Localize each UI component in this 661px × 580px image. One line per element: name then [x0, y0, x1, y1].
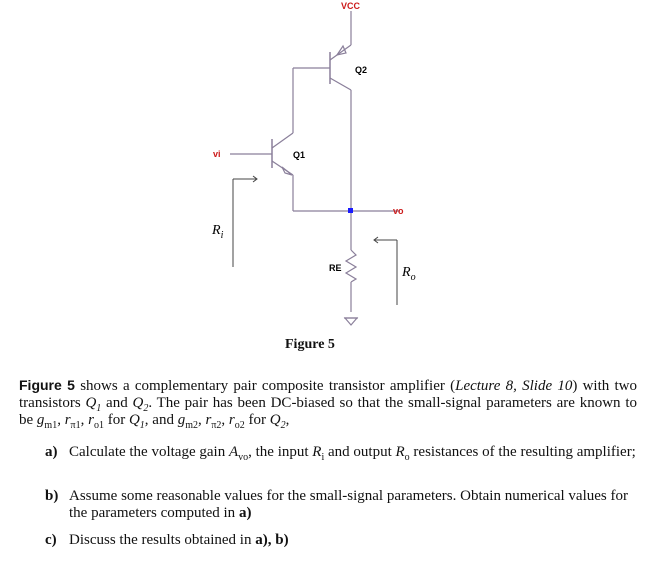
q1-label: Q1	[293, 150, 306, 160]
q2-label: Q2	[355, 65, 368, 75]
problem-paragraph: Figure 5 shows a complementary pair composite transistor amplifier (Lecture 8, Slide 10) with two transistors $Q_1$ and $Q_2$. The pair has been DC-biased so that the small-signal parameters are known to be $g_{m1}$, $r_{\pi 1}$, $r_{o1}$ for $Q_1$, and $g_{m2}$, $r_{\pi 2}$, $r_{o2}$ for $Q_2$,	[19, 377, 637, 431]
figure-caption: Figure 5	[285, 337, 335, 352]
vcc-label: VCC	[341, 1, 361, 11]
output-node	[348, 208, 353, 213]
ground-icon	[345, 318, 357, 325]
ri-label: $R_i$	[212, 223, 224, 241]
re-label: RE	[329, 263, 342, 273]
question-c: c) Discuss the results obtained in a), b)	[45, 532, 289, 548]
ro-arrow	[374, 237, 397, 305]
circuit-wires	[230, 11, 400, 325]
q2-emitter-arrow	[337, 46, 346, 55]
q1-emitter-arrow	[282, 167, 292, 175]
question-a: a) Calculate the voltage gain $A_{vo}$, the input $R_i$ and output $R_o$ resistances of the resulting amplifier;	[45, 444, 636, 463]
ri-arrow	[233, 176, 257, 267]
ro-label: $R_o$	[402, 265, 416, 283]
figure-reference: Figure 5	[19, 377, 75, 393]
vo-label: vo	[393, 206, 404, 216]
vi-label: vi	[213, 149, 221, 159]
question-b: b) Assume some reasonable values for the small-signal parameters. Obtain numerical values for the parameters computed in a)	[45, 488, 628, 521]
